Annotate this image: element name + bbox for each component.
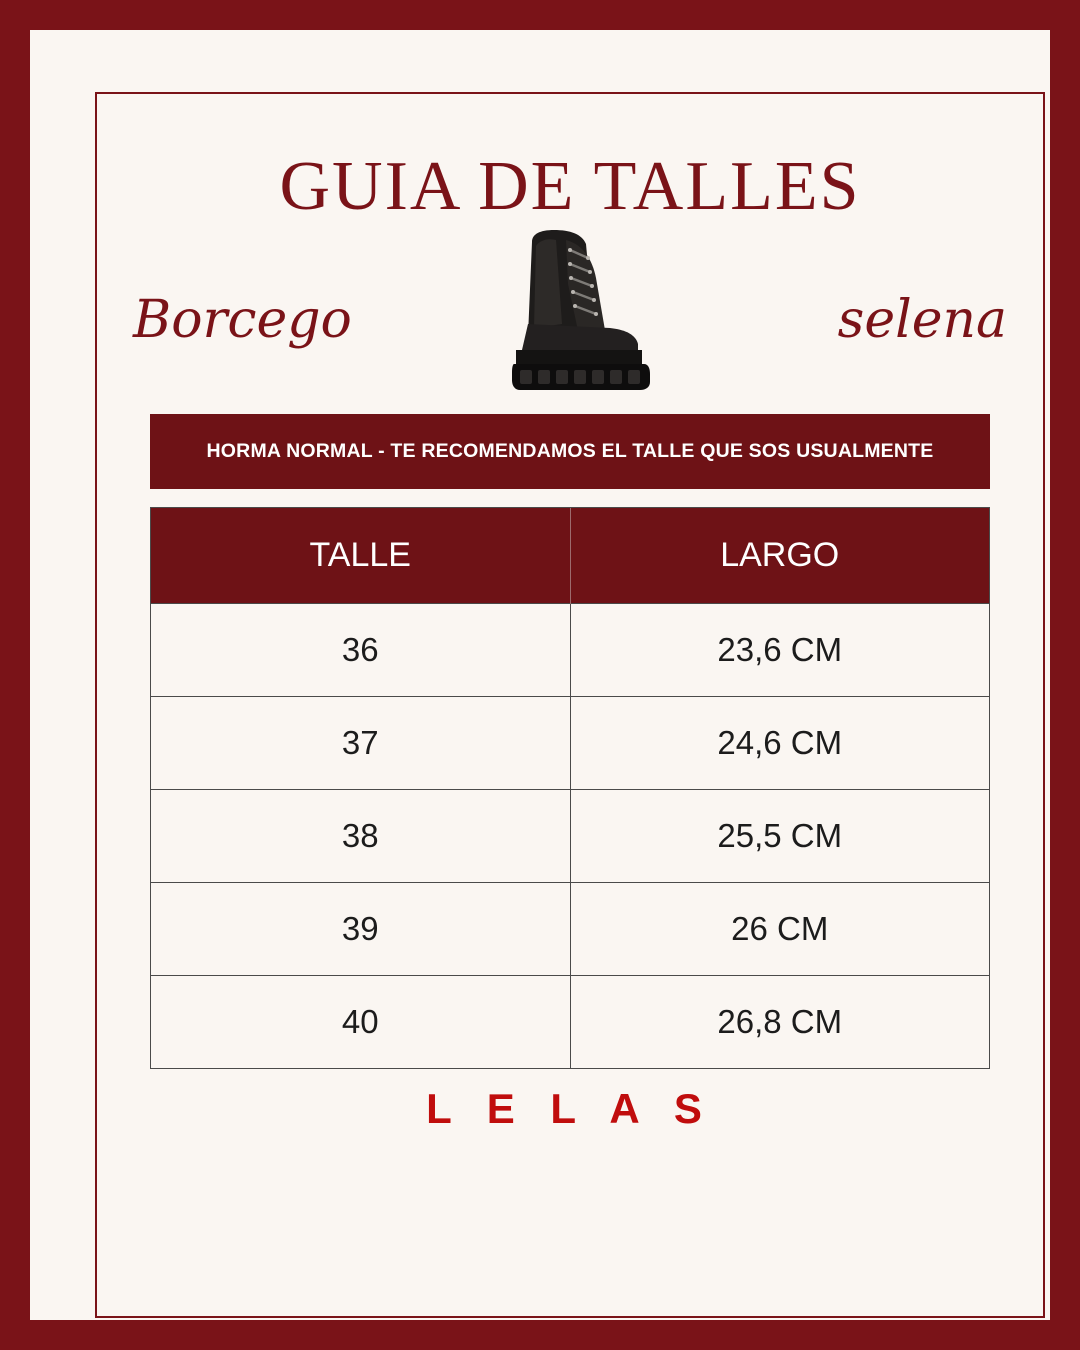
cell-talle: 40 — [151, 976, 570, 1069]
cell-talle: 36 — [151, 604, 570, 697]
table-row — [151, 604, 989, 697]
cell-largo: 23,6 CM — [570, 604, 989, 697]
brand-logo: L E L A S — [426, 1085, 714, 1132]
cell-largo: 26 CM — [570, 883, 989, 976]
cell-talle: 37 — [151, 697, 570, 790]
fit-recommendation-banner: HORMA NORMAL - TE RECOMENDAMOS EL TALLE QUE SOS USUALMENTE — [150, 414, 990, 489]
size-table — [151, 508, 989, 1068]
cell-talle: 39 — [151, 883, 570, 976]
table-row — [151, 697, 989, 790]
page-title: GUIA DE TALLES — [279, 148, 861, 225]
table-row — [151, 976, 989, 1069]
table-row — [151, 790, 989, 883]
model-script-label: selena — [837, 290, 1007, 350]
content-area — [95, 92, 1045, 1318]
ankle-boot-icon — [470, 224, 670, 399]
column-header-largo: LARGO — [570, 508, 989, 604]
size-table-wrapper — [150, 507, 990, 1069]
cell-largo: 26,8 CM — [570, 976, 989, 1069]
cell-largo: 24,6 CM — [570, 697, 989, 790]
size-table-head — [151, 508, 989, 604]
size-table-body — [151, 604, 989, 1069]
table-header-row — [151, 508, 989, 604]
table-row — [151, 883, 989, 976]
column-header-talle: TALLE — [151, 508, 570, 604]
cell-largo: 25,5 CM — [570, 790, 989, 883]
subtitle-row — [95, 232, 1045, 402]
product-script-label: Borcego — [133, 290, 352, 350]
cell-talle: 38 — [151, 790, 570, 883]
cream-panel — [30, 30, 1050, 1320]
